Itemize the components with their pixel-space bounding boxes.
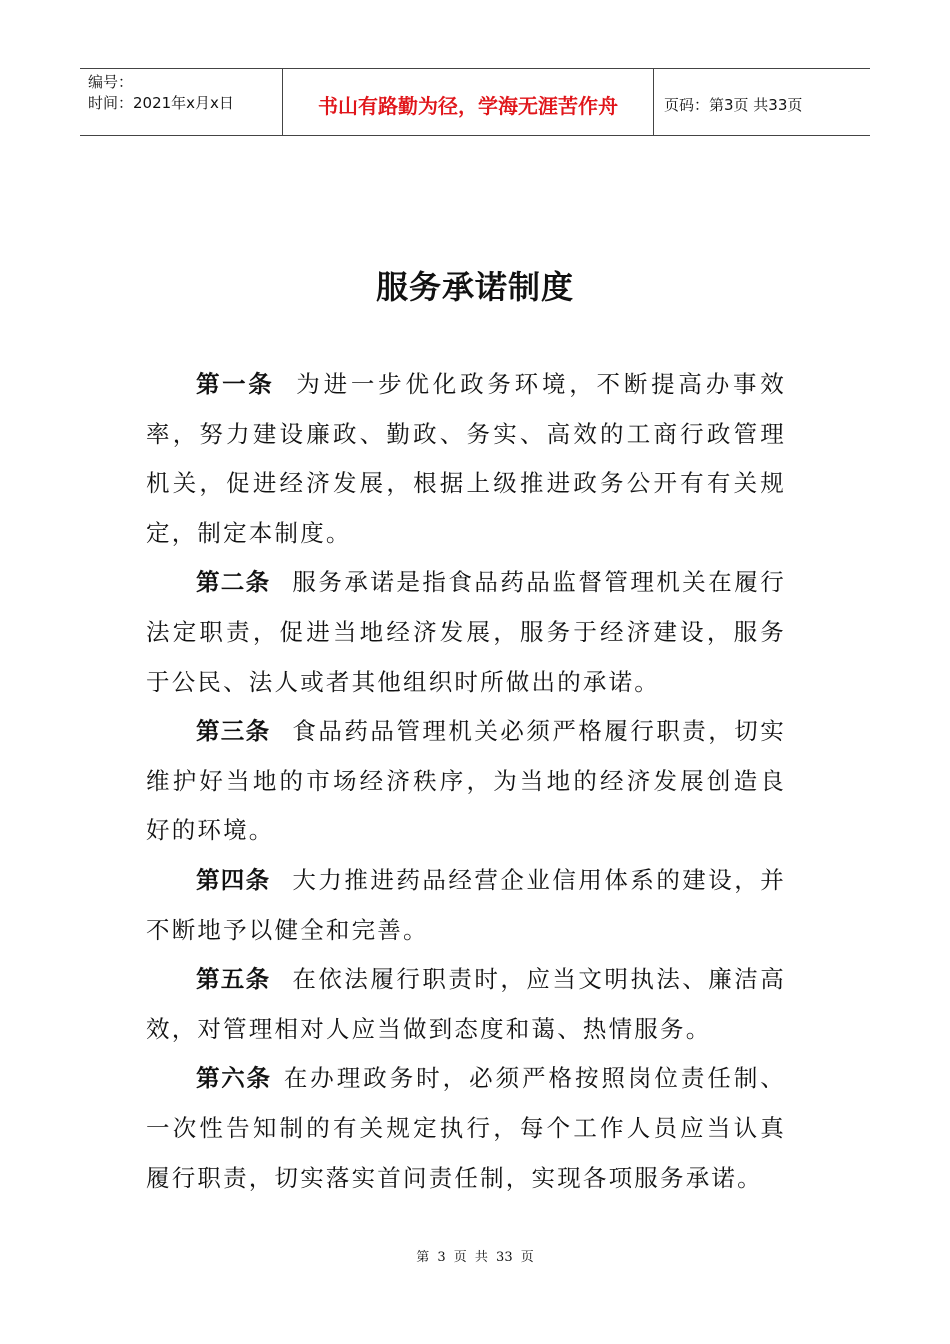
article-label: 第六条 [196, 1064, 272, 1093]
article-paragraph [146, 955, 786, 1054]
page-header [80, 68, 870, 136]
article-paragraph [146, 360, 786, 558]
article-label: 第三条 [196, 717, 271, 746]
page-footer: 第 3 页 共 33 页 [416, 1250, 534, 1265]
document-number-label: 编号： [88, 73, 134, 91]
header-motto [282, 69, 654, 135]
article-label: 第四条 [196, 865, 271, 894]
article-label: 第二条 [196, 568, 271, 597]
article-label: 第五条 [196, 965, 271, 994]
article-text: 在依法履行职责时，应当文明执法、廉洁高效，对管理相对人应当做到态度和蔼、热情服务。 [146, 965, 786, 1043]
page-info-text: 页码：第3页 共33页 [664, 95, 803, 114]
article-text: 食品药品管理机关必须严格履行职责，切实维护好当地的市场经济秩序，为当地的经济发展创造良好的环境。 [146, 717, 786, 845]
article-text: 大力推进药品经营企业信用体系的建设，并不断地予以健全和完善。 [146, 865, 786, 944]
document-body [146, 360, 786, 1203]
article-paragraph [146, 558, 786, 707]
document-time: 时间：2021年x月x日 [88, 94, 234, 112]
motto-text: 书山有路勤为径，学海无涯苦作舟 [318, 93, 618, 118]
article-paragraph [146, 856, 786, 955]
document-title: 服务承诺制度 [375, 268, 574, 306]
header-meta [80, 69, 282, 135]
article-paragraph [146, 707, 786, 856]
article-paragraph [146, 1054, 786, 1203]
article-text: 为进一步优化政务环境，不断提高办事效率，努力建设廉政、勤政、务实、高效的工商行政管理机关，促进经济发展，根据上级推进政务公开有有关规定，制定本制度。 [146, 370, 787, 547]
article-text: 在办理政务时，必须严格按照岗位责任制、一次性告知制的有关规定执行，每个工作人员应当认真履行职责，切实落实首问责任制，实现各项服务承诺。 [146, 1064, 786, 1192]
header-page-info [654, 69, 870, 135]
article-text: 服务承诺是指食品药品监督管理机关在履行法定职责，促进当地经济发展，服务于经济建设，服务于公民、法人或者其他组织时所做出的承诺。 [146, 568, 786, 696]
article-label: 第一条 [196, 370, 275, 398]
